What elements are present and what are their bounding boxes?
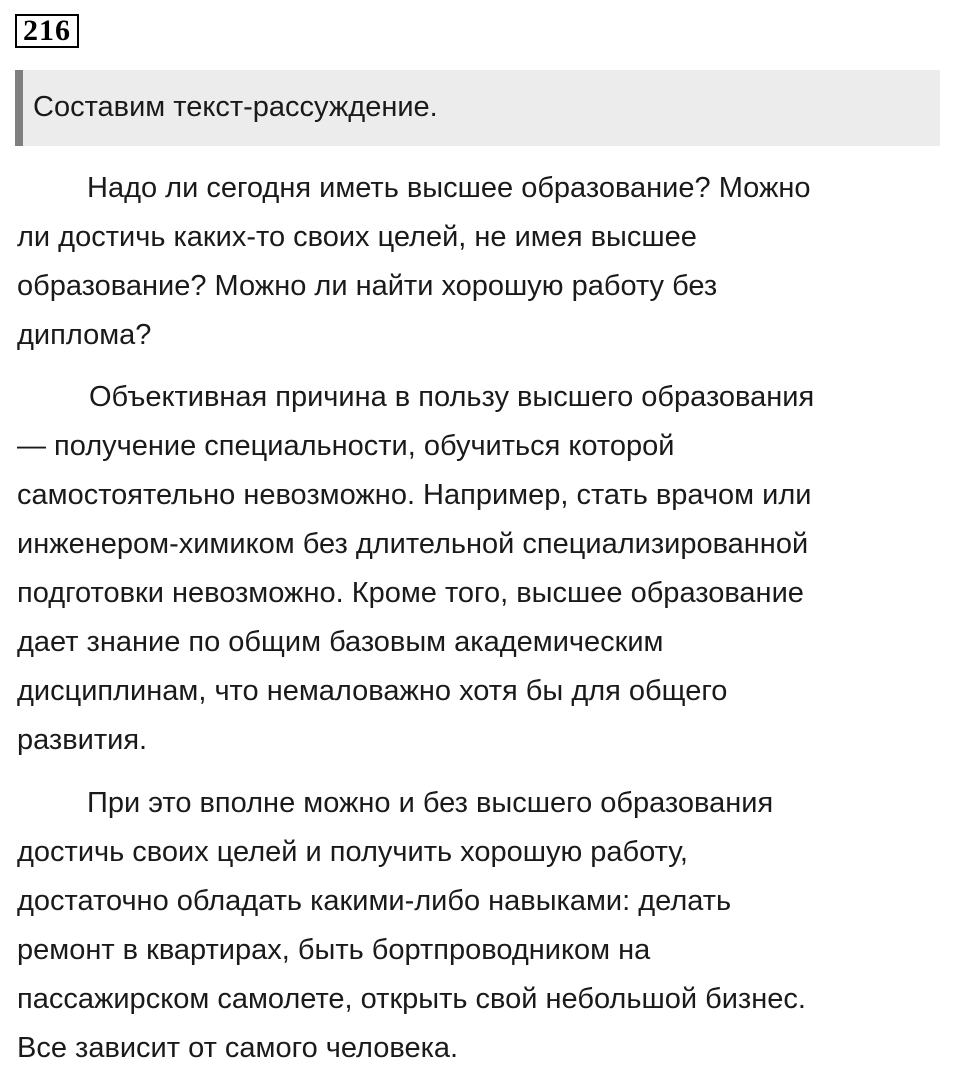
text-line: пассажирском самолете, открыть свой небольшой бизнес. <box>17 983 806 1015</box>
text-line: Надо ли сегодня иметь высшее образование? Можно <box>87 172 811 204</box>
text-line: образование? Можно ли найти хорошую работу без <box>17 270 718 302</box>
text-line: диплома? <box>17 319 152 351</box>
text-line: подготовки невозможно. Кроме того, высшее образование <box>17 577 804 609</box>
answer-text <box>17 164 952 1073</box>
text-line: Все зависит от самого человека. <box>17 1032 459 1064</box>
text-line: дает знание по общим базовым академическим <box>17 626 664 658</box>
text-line: достаточно обладать какими-либо навыками: делать <box>17 885 732 917</box>
text-line: При это вполне можно и без высшего образования <box>87 787 774 819</box>
task-banner <box>15 70 940 146</box>
text-line: ремонт в квартирах, быть бортпроводником на <box>17 934 651 966</box>
text-line: — получение специальности, обучиться которой <box>17 430 675 462</box>
paragraph-2 <box>17 373 952 765</box>
text-line: самостоятельно невозможно. Например, стать врачом или <box>17 479 812 511</box>
text-line: дисциплинам, что немаловажно хотя бы для общего <box>17 675 728 707</box>
text-line: развития. <box>17 724 148 756</box>
paragraph-3 <box>17 779 952 1073</box>
paragraph-1 <box>17 164 952 360</box>
text-line: достичь своих целей и получить хорошую работу, <box>17 836 688 868</box>
exercise-number: 216 <box>15 14 79 48</box>
text-line: ли достичь каких-то своих целей, не имея высшее <box>17 221 697 253</box>
task-text: Составим текст-рассуждение. <box>33 91 438 123</box>
text-line: инженером-химиком без длительной специализированной <box>17 528 809 560</box>
text-line: Объективная причина в пользу высшего образования <box>89 381 815 413</box>
